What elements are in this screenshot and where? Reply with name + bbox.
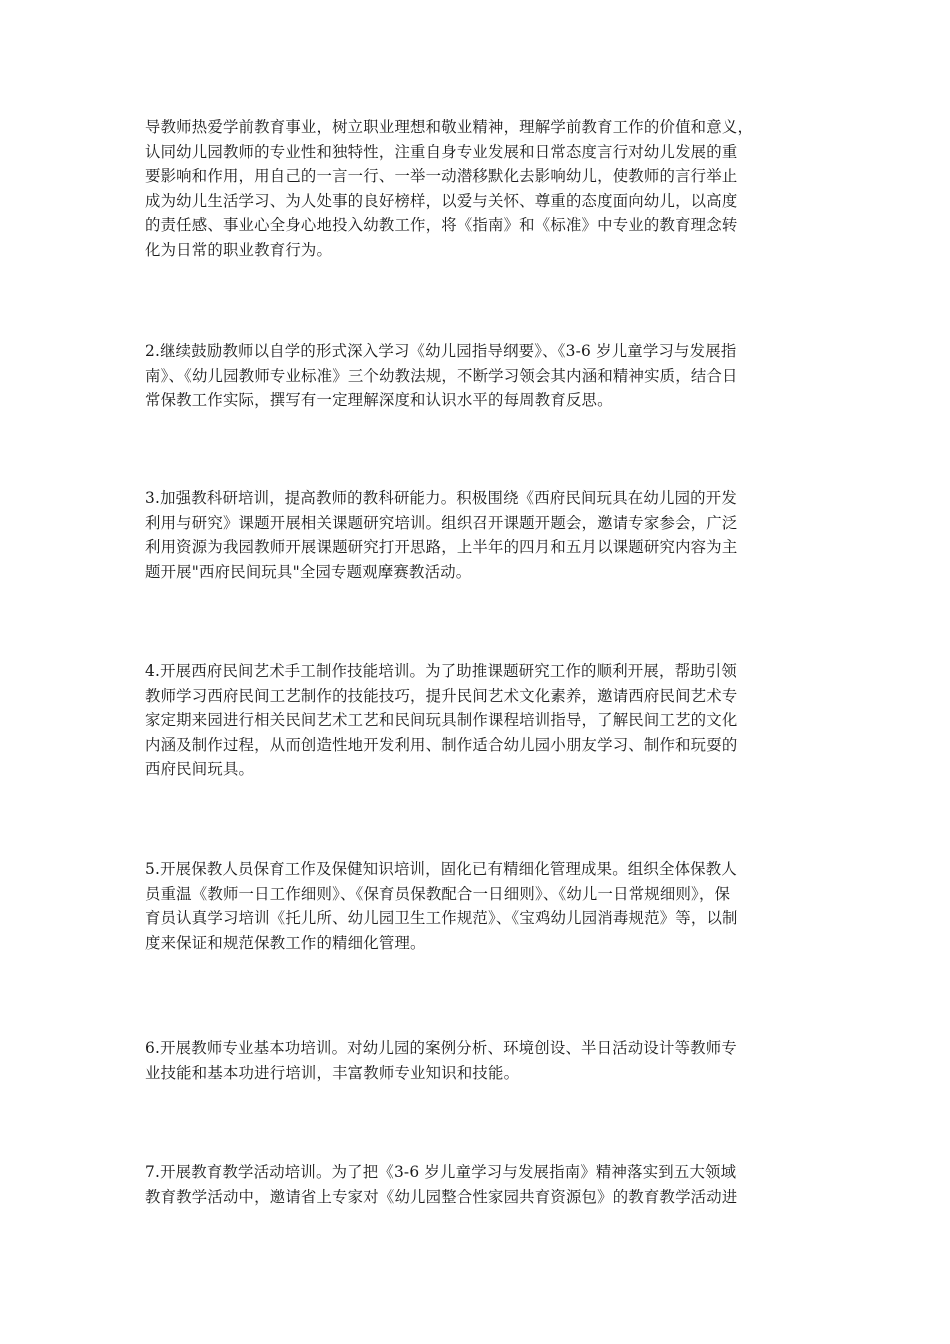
text-line: 6.开展教师专业基本功培训。对幼儿园的案例分析、环境创设、半日活动设计等教师专 [145, 1039, 737, 1057]
paragraph-teacher-ethics [145, 115, 810, 262]
text-line: 题开展"西府民间玩具"全园专题观摩赛教活动。 [145, 562, 472, 581]
paragraph-item-6 [145, 1036, 810, 1085]
text-line: 西府民间玩具。 [145, 760, 255, 778]
paragraph-item-4 [145, 659, 810, 782]
text-line: 4.开展西府民间艺术手工制作技能培训。为了助推课题研究工作的顺利开展，帮助引领 [145, 662, 737, 680]
text-line: 认同幼儿园教师的专业性和独特性，注重自身专业发展和日常态度言行对幼儿发展的重 [145, 142, 738, 161]
text-line: 员重温《教师一日工作细则》、《保育员保教配合一日细则》、《幼儿一日常规细则》，保 [145, 884, 731, 903]
text-line: 利用资源为我园教师开展课题研究打开思路，上半年的四月和五月以课题研究内容为主 [145, 538, 738, 556]
text-line: 5.开展保教人员保育工作及保健知识培训，固化已有精细化管理成果。组织全体保教人 [145, 860, 737, 878]
paragraph-item-2 [145, 339, 810, 413]
text-line: 利用与研究》课题开展相关课题研究培训。组织召开课题开题会，邀请专家参会，广泛 [145, 513, 738, 532]
text-line: 业技能和基本功进行培训，丰富教师专业知识和技能。 [145, 1063, 520, 1082]
text-line: 要影响和作用，用自己的一言一行、一举一动潜移默化去影响幼儿，使教师的言行举止 [145, 167, 738, 185]
paragraph-item-7 [145, 1160, 810, 1209]
paragraph-item-5 [145, 857, 810, 955]
text-line: 7.开展教育教学活动培训。为了把《3-6 岁儿童学习与发展指南》精神落实到五大领域 [145, 1163, 737, 1181]
paragraph-item-3 [145, 486, 810, 584]
text-line: 内涵及制作过程，从而创造性地开发利用、制作适合幼儿园小朋友学习、制作和玩耍的 [145, 735, 738, 754]
text-line: 化为日常的职业教育行为。 [145, 240, 333, 259]
text-line: 3.加强教科研培训，提高教师的教科研能力。积极围绕《西府民间玩具在幼儿园的开发 [145, 489, 737, 507]
text-line: 导教师热爱学前教育事业，树立职业理想和敬业精神，理解学前教育工作的价值和意义， [145, 118, 754, 136]
text-line: 育员认真学习培训《托儿所、幼儿园卫生工作规范》、《宝鸡幼儿园消毒规范》等，以制 [145, 909, 738, 927]
text-line: 的责任感、事业心全身心地投入幼教工作，将《指南》和《标准》中专业的教育理念转 [145, 216, 738, 234]
text-line: 成为幼儿生活学习、为人处事的良好榜样，以爱与关怀、尊重的态度面向幼儿，以高度 [145, 191, 738, 210]
text-line: 2.继续鼓励教师以自学的形式深入学习《幼儿园指导纲要》、《3-6 岁儿童学习与发展指 [145, 342, 737, 360]
text-line: 度来保证和规范保教工作的精细化管理。 [145, 933, 426, 952]
text-line: 教育教学活动中，邀请省上专家对《幼儿园整合性家园共育资源包》的教育教学活动进 [145, 1187, 738, 1206]
text-line: 常保教工作实际，撰写有一定理解深度和认识水平的每周教育反思。 [145, 391, 613, 409]
text-line: 教师学习西府民间工艺制作的技能技巧，提升民间艺术文化素养，邀请西府民间艺术专 [145, 686, 738, 705]
text-line: 南》、《幼儿园教师专业标准》三个幼教法规，不断学习领会其内涵和精神实质，结合日 [145, 366, 738, 385]
text-line: 家定期来园进行相关民间艺术工艺和民间玩具制作课程培训指导，了解民间工艺的文化 [145, 711, 738, 729]
